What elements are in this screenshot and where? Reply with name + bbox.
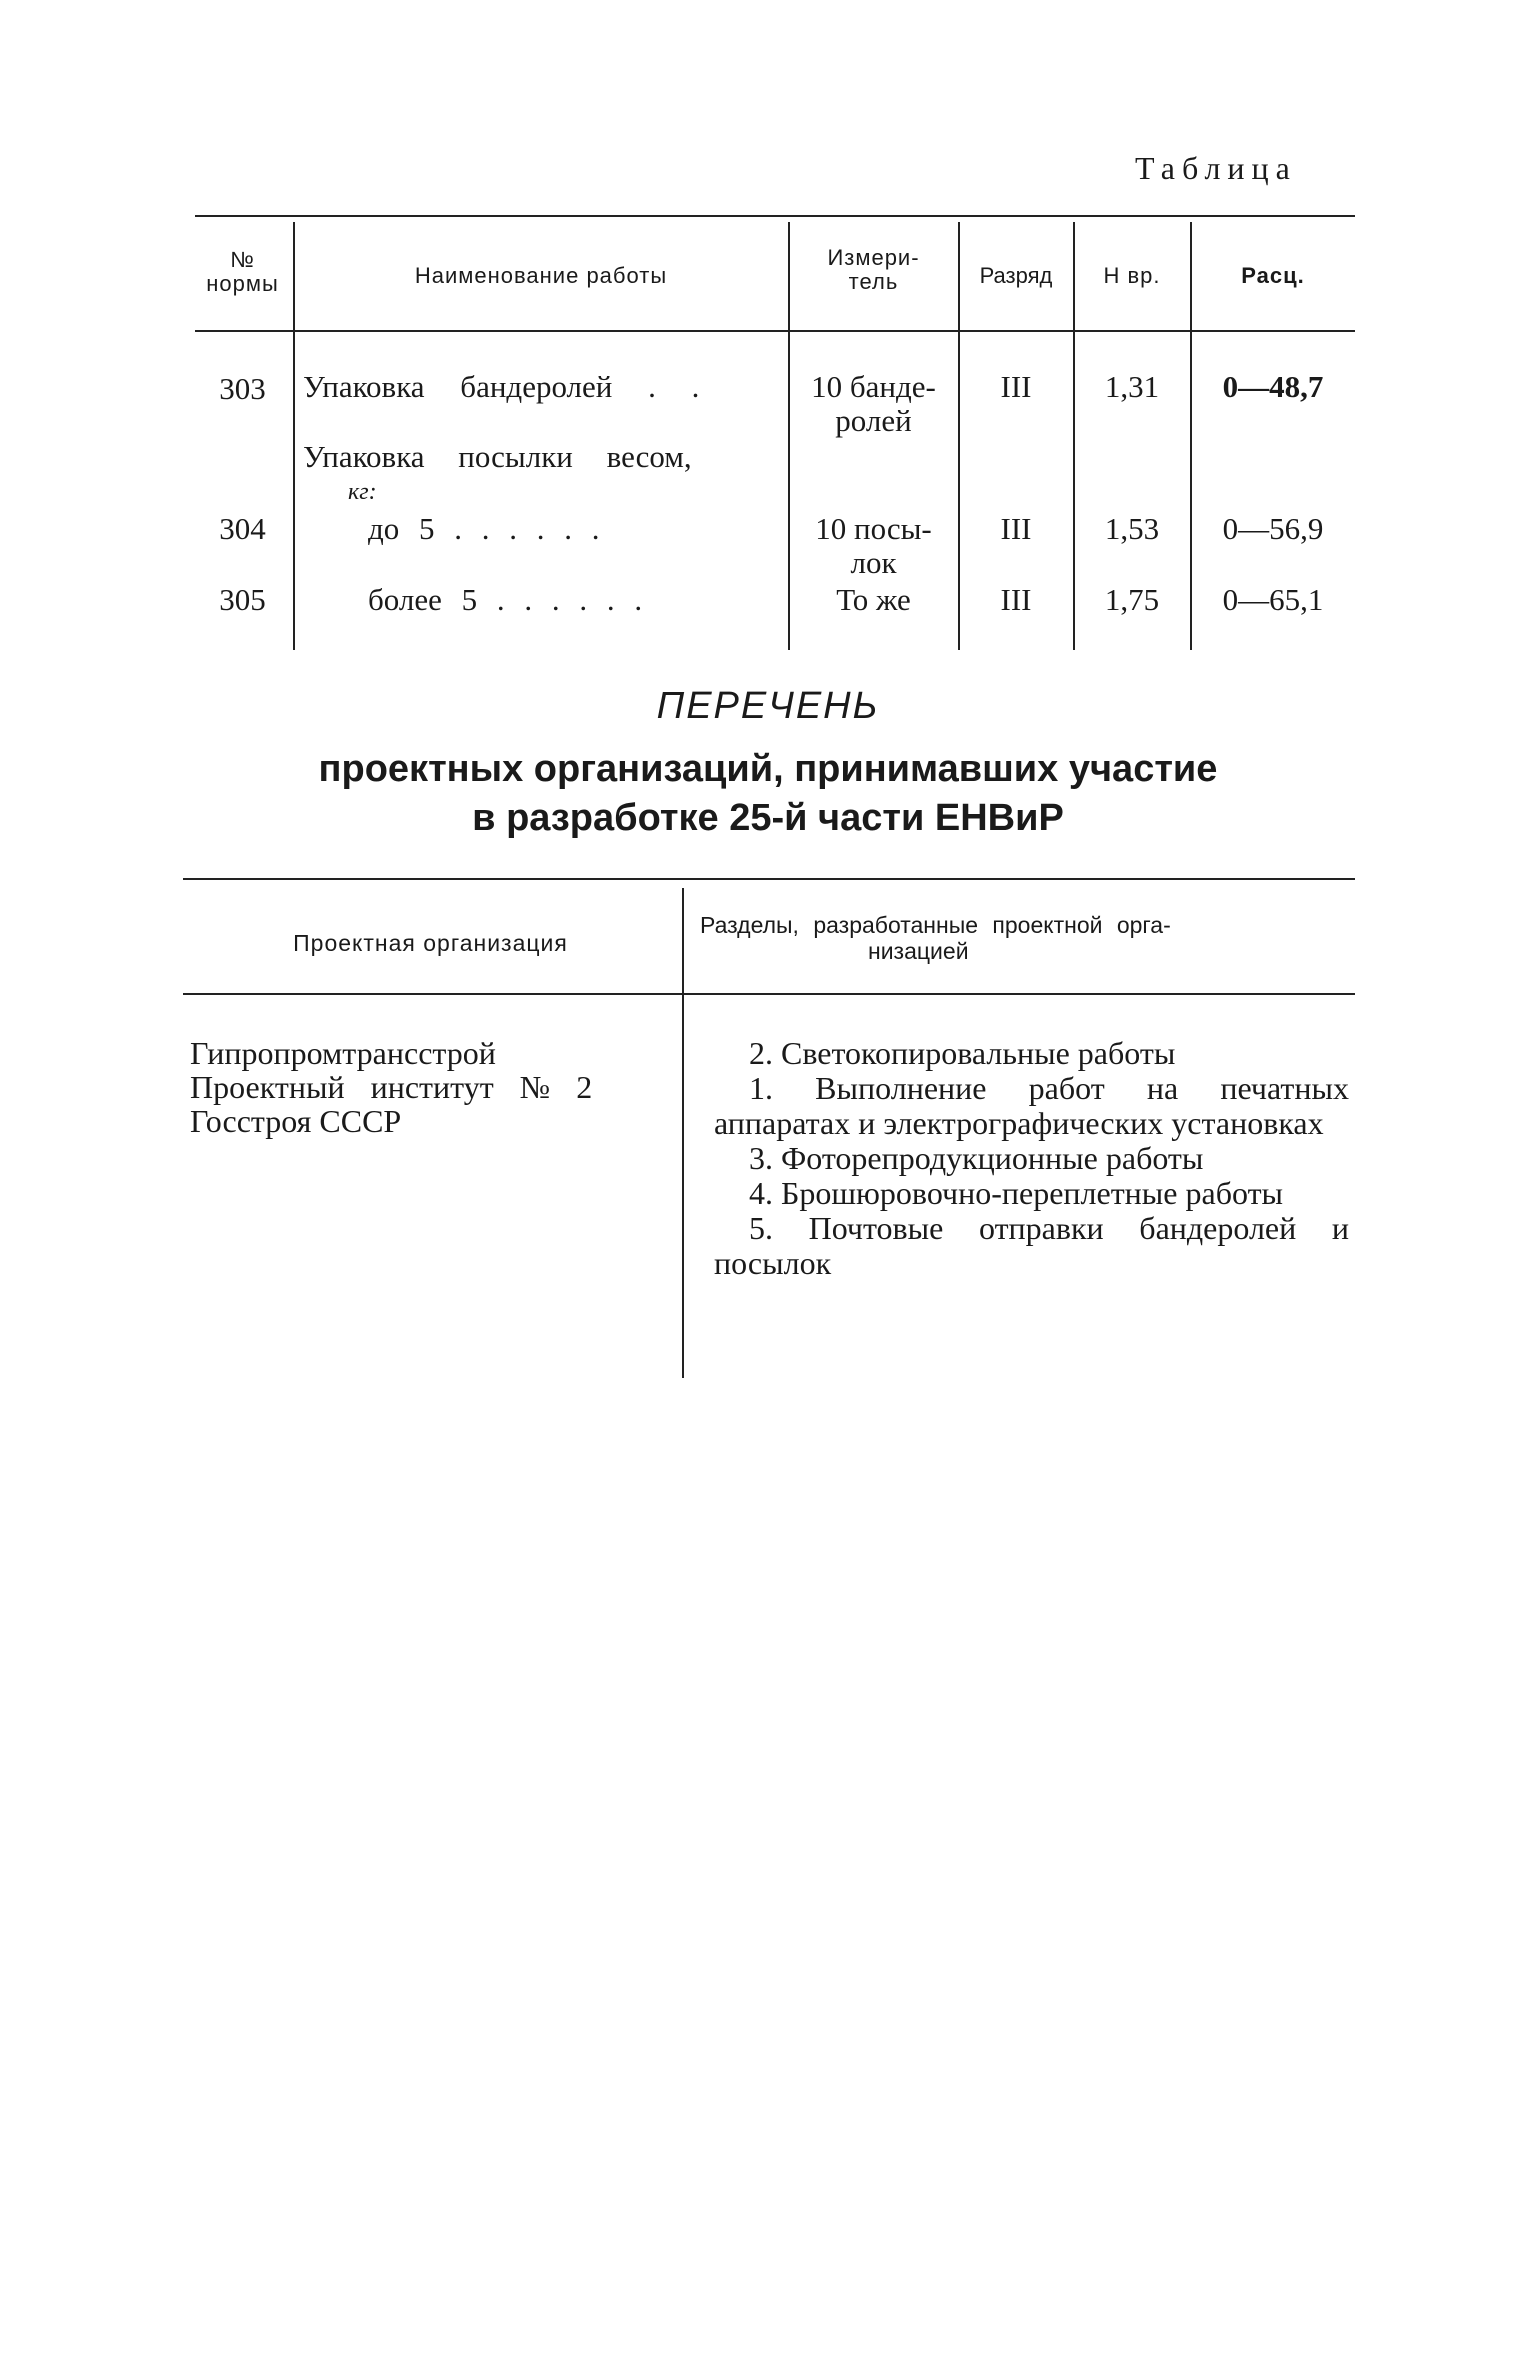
header-measure-line2: тель [848,269,899,294]
header-time-norm: Н вр. [1103,263,1161,288]
col-divider [293,222,295,650]
org-name-line: Проектный институт № 2 [190,1069,593,1105]
org-table-header-rule [183,993,1355,995]
measure-unit-line1: То же [836,582,911,617]
grade: III [1000,369,1032,404]
section-item: 2. Светокопировальные работы [749,1035,1176,1071]
measure-unit-line2: лок [850,545,897,580]
table-caption: Таблица [1135,150,1297,186]
rate: 0—56,9 [1222,511,1324,546]
col-divider [958,222,960,650]
grade: III [1000,511,1032,546]
header-norm-no-line2: нормы [206,271,279,296]
group-label-line1: Упаковка посылки весом, [303,439,692,474]
header-sections-line1: Разделы, разработанные проектной орга- [700,912,1171,938]
header-norm-no [195,248,290,296]
grade: III [1000,582,1032,617]
header-measure-line1: Измери- [827,245,920,270]
org-name-line: Госстроя СССР [190,1103,402,1139]
measure-unit-line1: 10 посы- [815,511,932,546]
sections-list [714,1036,1349,1281]
list-subtitle-line1: проектных организаций, принимавших участие [318,748,1218,790]
measure-unit-line1: 10 банде- [811,369,936,404]
org-name-line: Гипропромтрансстрой [190,1035,496,1071]
section-item: 5. Почтовые отправки бандеролей и посылок [714,1210,1349,1281]
norm-number: 305 [219,582,266,617]
section-item: 4. Брошюровочно-переплетные работы [749,1175,1284,1211]
list-subtitle-line2: в разработке 25-й части ЕНВиР [472,797,1064,839]
norms-table-top-rule [195,215,1355,217]
norms-table-header-rule [195,330,1355,332]
header-sections [700,912,1355,964]
org-table-divider [682,888,684,1378]
header-work-name: Наименование работы [414,263,668,288]
rate: 0—48,7 [1222,369,1324,404]
col-divider [1190,222,1192,650]
org-name [190,1036,660,1138]
header-rate: Расц. [1241,263,1305,288]
section-item: 3. Фоторепродукционные работы [749,1140,1204,1176]
section-item: 1. Выполнение работ на печатных аппаратах и электрографических установках [714,1070,1349,1141]
group-label-line2: кг: [348,479,377,505]
time-norm: 1,53 [1104,511,1160,546]
work-name: более 5 . . . . . . [368,582,643,617]
time-norm: 1,31 [1104,369,1160,404]
work-name: Упаковка бандеролей . . [303,369,700,404]
org-table-top-rule [183,878,1355,880]
header-sections-line2: низацией [868,938,969,964]
measure-unit [791,583,956,617]
measure-unit [791,512,956,580]
col-divider [788,222,790,650]
work-name: до 5 . . . . . . [368,511,600,546]
time-norm: 1,75 [1104,582,1160,617]
norm-number: 304 [219,511,266,546]
header-norm-no-line1: № [230,247,255,272]
rate: 0—65,1 [1222,582,1324,617]
header-grade: Разряд [979,263,1053,288]
measure-unit [791,370,956,438]
col-divider [1073,222,1075,650]
header-measure [791,246,956,294]
header-org: Проектная организация [293,930,568,956]
list-heading: ПЕРЕЧЕНЬ [656,685,880,727]
norm-number: 303 [219,371,266,406]
measure-unit-line2: ролей [835,403,912,438]
